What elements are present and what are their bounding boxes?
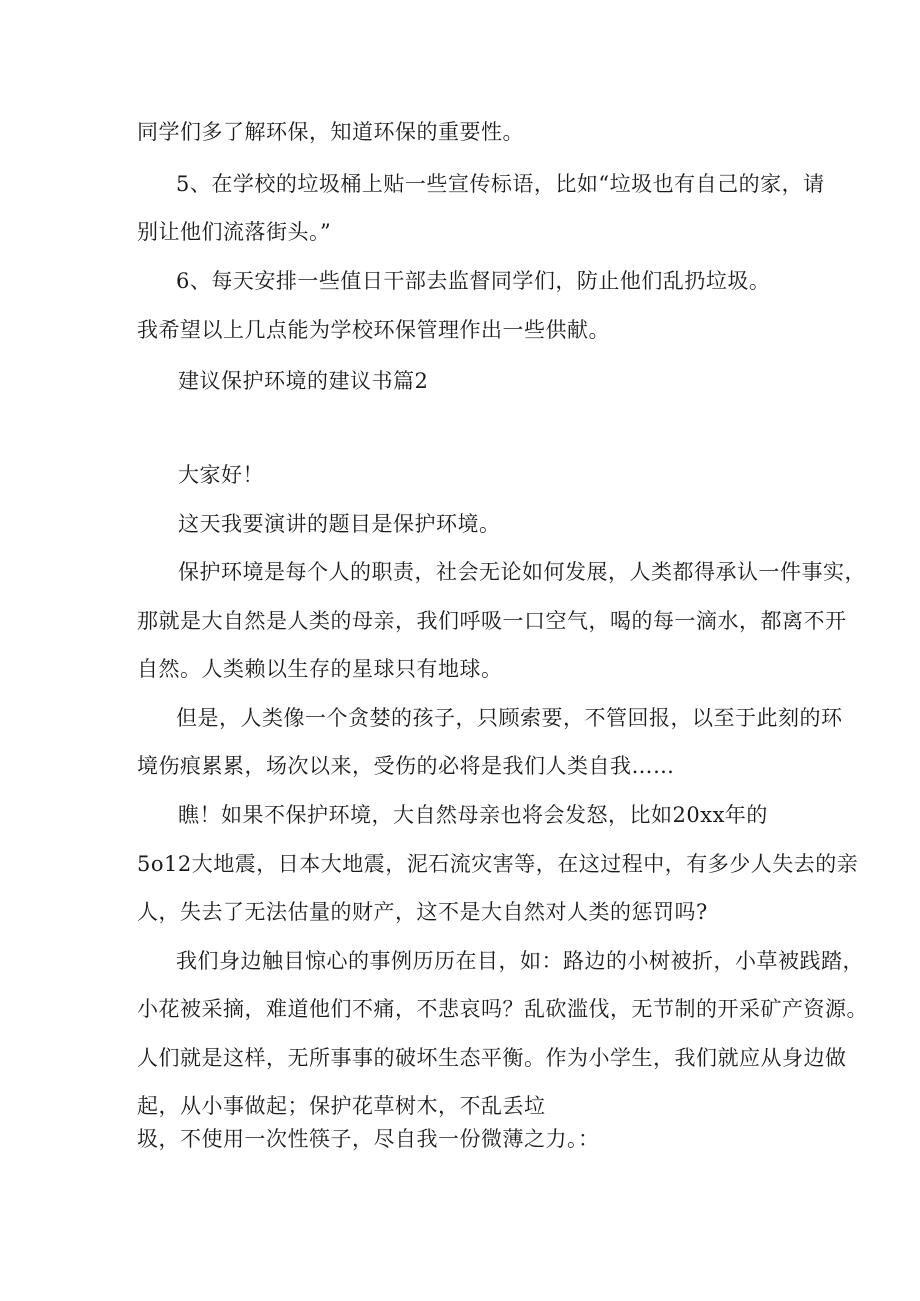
- text-line: 别让他们流落街头。”: [137, 220, 332, 244]
- section-heading: 建议保护环境的建议书篇2: [178, 369, 429, 393]
- text-line: 同学们多了解环保，知道环保的重要性。: [137, 120, 524, 144]
- text-line: 5、在学校的垃圾桶上贴一些宣传标语，比如“垃圾也有自己的家，请: [176, 172, 825, 196]
- text-line: 但是，人类像一个贪婪的孩子，只顾索要，不管回报，以至于此刻的环: [176, 706, 843, 730]
- text-line: 我希望以上几点能为学校环保管理作出一些供献。: [137, 318, 610, 342]
- text-line: 5o12大地震，日本大地震，泥石流灾害等，在这过程中，有多少人失去的亲: [137, 852, 859, 876]
- text-line: 6、每天安排一些值日干部去监督同学们，防止他们乱扔垃圾。: [176, 269, 771, 293]
- text-line: 这天我要演讲的题目是保护环境。: [178, 512, 501, 536]
- text-line: 那就是大自然是人类的母亲，我们呼吸一口空气，喝的每一滴水，都离不开: [137, 609, 847, 633]
- text-line: 我们身边触目惊心的事例历历在目，如：路边的小树被折，小草被践踏，: [176, 949, 864, 973]
- text-line: 人，失去了无法估量的财产，这不是大自然对人类的惩罚吗?: [137, 900, 708, 924]
- text-line: 瞧！如果不保护环境，大自然母亲也将会发怒，比如20xx年的: [178, 803, 768, 827]
- text-line: 人们就是这样，无所事事的破坏生态平衡。作为小学生，我们就应从身边做: [137, 1046, 847, 1070]
- text-line: 自然。人类赖以生存的星球只有地球。: [137, 657, 503, 681]
- text-line: 小花被采摘，难道他们不痛，不悲哀吗？乱砍滥伐，无节制的开采矿产资源。: [137, 997, 868, 1021]
- text-line: 大家好！: [178, 463, 264, 487]
- text-line: 境伤痕累累，场次以来，受伤的必将是我们人类自我……: [137, 754, 675, 778]
- text-line: 圾，不使用一次性筷子，尽自我一份微薄之力。：: [137, 1127, 600, 1151]
- text-line: 保护环境是每个人的职责，社会无论如何发展，人类都得承认一件事实，: [178, 560, 866, 584]
- text-line: 起，从小事做起；保护花草树木，不乱丢垃: [137, 1094, 546, 1118]
